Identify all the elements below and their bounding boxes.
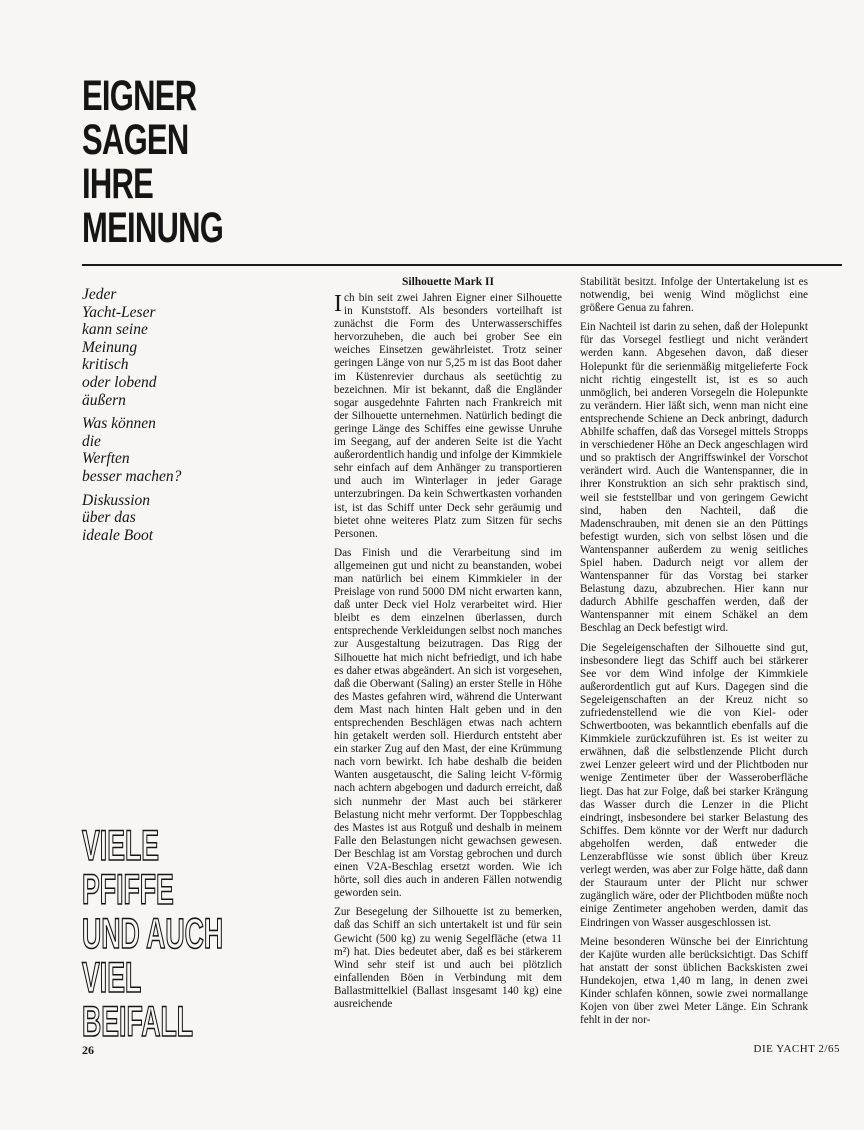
article-paragraph: Das Finish und die Verarbeitung sind im allgemeinen gut und nicht zu beanstanden, wobei man natürlich bei einem Kimmkieler in der Preislage von rund 5000 DM nicht erwarten kann, daß unter Deck viel Holz verarbeitet wird. Hier bleibt es dem einzelnen überlassen, durch entsprechende Verkleidungen selbst noch manches zur Ausgestaltung beizutragen. Das Rigg der Silhouette hat mich nicht befriedigt, und ich habe es daher etwas abgeändert. An sich ist vorgesehen, daß die Oberwant (Saling) an erster Stelle in Höhe des Mastes gefahren wird, während die Unterwant dem Mast nach hinten Halt geben und in den entsprechenden Beschlägen etwas nach achtern hin getakelt werden soll. Hierdurch entsteht aber ein starker Zug auf den Mast, der eine Krümmung nach vorn bewirkt. Ich habe deshalb die beiden Wanten ausgetauscht, die Saling leicht V-förmig nach achtern abgebogen und dadurch erreicht, daß sich nunmehr der Mast auch bei stärkerer Belastung nicht mehr verformt. Der Toppbeschlag des Mastes ist aus Rotguß und deshalb in meinem Falle den Belastungen nicht gewachsen gewesen. Der Beschlag ist am Vorstag gebrochen und durch einen V2A-Beschlag ersetzt worden. Wie ich hörte, soll dies auch in anderen Fällen notwendig geworden sein. [334, 546, 562, 900]
headline-line: IHRE [82, 160, 154, 208]
intro-line: Yacht-Leser [82, 303, 156, 321]
intro-line: besser machen? [82, 467, 182, 485]
headline [82, 74, 223, 250]
outline-headline [82, 824, 223, 1044]
intro-line: kritisch [82, 356, 129, 374]
intro-line: die [82, 432, 101, 450]
intro-line: äußern [82, 391, 126, 409]
article-paragraph: Stabilität besitzt. Infolge der Untertakelung ist es notwendig, bei wenig Wind möglichst eine größere Genua zu fahren. [580, 276, 808, 315]
intro-line: Meinung [82, 338, 138, 356]
article-paragraph: Ein Nachteil ist darin zu sehen, daß der Holepunkt für das Vorsegel festliegt und nicht verändert werden kann. Abgesehen davon, daß dieser Holepunkt für die serienmäßig mitgelieferte Fock nicht richtig eingestellt ist, ist es so auch unmöglich, bei anderen Vorsegeln die Holepunkte zu verändern. Hier läßt sich, wenn man nicht eine entsprechende Schiene an Deck anbringt, dadurch Abhilfe schaffen, daß das Vorsegel mittels Stropps in verschiedener Höhe an Deck angeschlagen wird und so praktisch der Angriffswinkel der Vorschot verändert wird. Auch die Wantenspanner, die in ihrer Konstruktion an sich sehr praktisch sind, weil sie feststellbar und von geringem Gewicht sind, haben den Nachteil, daß die Madenschrauben, mit denen sie an den Püttings befestigt wurden, sich von selbst lösen und die Wantenspanner außerdem zu wenig seitliches Spiel haben. Dadurch neigt vor allem der Wantenspanner für das Vorstag bei starker Belastung dazu, abzubrechen. Hier kann nur dadurch Abhilfe geschaffen werden, daß der Wantenspanner mit einem Schäkel an dem Beschlag an Deck befestigt wird. [580, 321, 808, 635]
article-column-2 [580, 276, 808, 1033]
article-paragraph: Ich bin seit zwei Jahren Eigner einer Silhouette in Kunststoff. Als besonders vorteilhaft ist zunächst die Form des Unterwasserschiffes hervorzuheben, die auch bei grober See ein weiches Einsetzen gewährleistet. Trotz seiner geringen Länge von nur 5,25 m ist das Boot daher im Küstenrevier durchaus als seetüchtig zu bezeichnen. Mir ist bekannt, daß die Engländer sogar ausgedehnte Fahrten nach Frankreich mit der Silhouette unternehmen. Natürlich bedingt die geringe Länge des Schiffes eine gewisse Unruhe im Seegang, auf der anderen Seite ist die Yacht außerordentlich handig und infolge der Kimmkiele sehr einfach auf dem Anhänger zu transportieren und auch im Winterlager in jeder Garage unterzubringen. Da kein Schwertkasten vorhanden ist, ist das Schiff unter Deck sehr geräumig und bietet ohne weiteres Platz zum Sitzen für sechs Personen. [334, 291, 562, 540]
article-paragraph: Zur Besegelung der Silhouette ist zu bemerken, daß das Schiff an sich untertakelt ist und für sein Gewicht (500 kg) zu wenig Segelfläche (etwa 11 m²) hat. Dies bedeutet aber, daß es bei stärkerem Wind sehr steif ist und auch bei plötzlich einfallenden Böen in Verbindung mit dem Ballastmittelkiel (Ballast insgesamt 140 kg) eine ausreichende [334, 906, 562, 1010]
article-paragraph: Meine besonderen Wünsche bei der Einrichtung der Kajüte wurden alle berücksichtigt. Das Schiff hat anstatt der sonst üblichen Backskisten zwei Hundekojen, etwa 1,40 m lang, in denen zwei Kinder schlafen können, sowie zwei normallange Kojen von über zwei Meter Länge. Ein Schrank fehlt in der nor- [580, 935, 808, 1027]
outline-headline-line: BEIFALL [82, 998, 194, 1046]
article-column-1 [334, 292, 562, 1017]
outline-headline-line: VIEL [82, 954, 142, 1002]
article-paragraph: Die Segeleigenschaften der Silhouette sind gut, insbesondere liegt das Schiff auch bei stärkerer See vor dem Wind infolge der Kimmkiele außerordentlich gut auf Kurs. Dagegen sind die Segeleigenschaften an der Kreuz nicht so zufriedenstellend wie die von Kiel- oder Schwertbooten, was bekanntlich ebenfalls auf die Kimmkiele zurückzuführen ist. Es ist weiter zu erwähnen, daß die selbstlenzende Plicht durch zwei Lenzer geleert wird und der Plichtboden nur wenige Zentimeter über der Wasseroberfläche liegt. Das hat zur Folge, daß bei starker Krängung das Wasser durch die Lenzer in die Plicht eindringt, insbesondere bei starker Belastung des Schiffes. Dem könnte vor der Werft nur dadurch abgeholfen werden, daß entweder die Lenzerabflüsse wie sonst üblich über Kreuz verlegt werden, was aber zur Folge hätte, daß dann der Stauraum unter der Plicht nur schwer zugänglich wäre, oder der Plichtboden müßte noch einige Zentimeter angehoben werden, damit das Eindringen von Wasser ausgeschlossen ist. [580, 641, 809, 929]
divider-rule [82, 264, 842, 266]
drop-cap: I [334, 291, 342, 317]
intro-line: ideale Boot [82, 526, 154, 544]
intro-line: kann seine [82, 321, 148, 339]
page-number: 26 [82, 1043, 94, 1057]
outline-headline-line: VIELE [82, 822, 160, 870]
intro-text [82, 286, 302, 544]
intro-line: Jeder [82, 286, 117, 303]
intro-line: oder lobend [82, 373, 157, 391]
outline-headline-line: UND AUCH [82, 910, 224, 958]
intro-line: Werften [82, 450, 130, 468]
article-title: Silhouette Mark II [402, 276, 494, 288]
intro-line: Was können [82, 415, 156, 433]
outline-headline-line: PFIFFE [82, 866, 174, 914]
intro-line: über das [82, 509, 136, 527]
headline-line: MEINUNG [82, 204, 224, 252]
magazine-footer: DIE YACHT 2/65 [753, 1043, 840, 1055]
headline-line: SAGEN [82, 116, 189, 164]
headline-line: EIGNER [82, 72, 197, 120]
intro-line: Diskussion [82, 491, 151, 509]
